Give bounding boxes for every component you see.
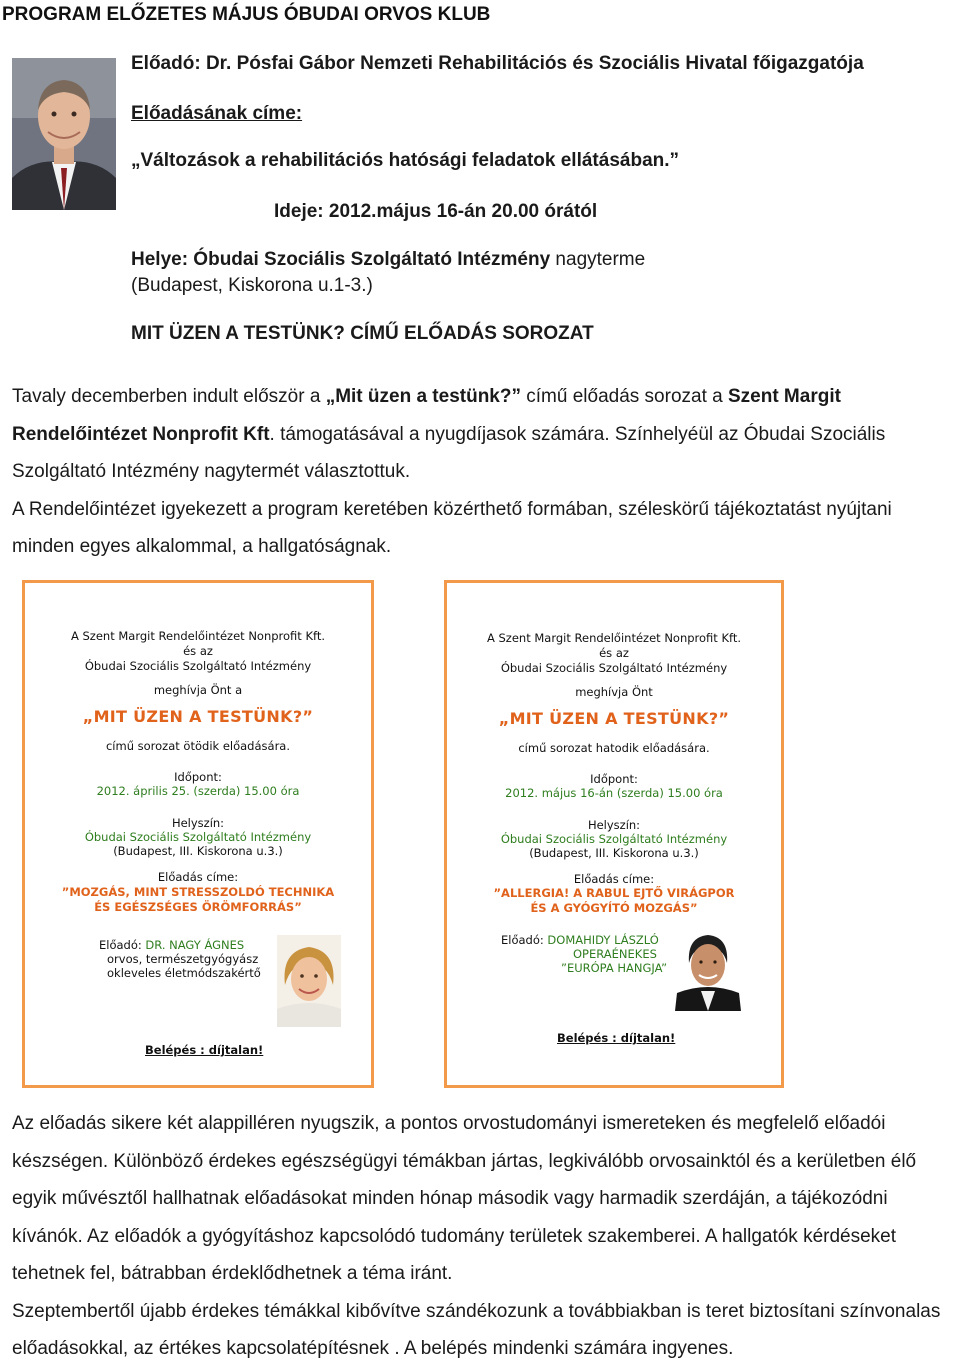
- place-label: Helye: Óbudai Szociális Szolgáltató Intézmény: [131, 249, 551, 270]
- poster-venue-label: Helyszín:: [587, 818, 641, 832]
- poster-speaker-prefix: Előadó:: [99, 938, 146, 952]
- poster-venue: Óbudai Szociális Szolgáltató Intézmény: [500, 832, 728, 846]
- closing-paragraph-1: Az előadás sikere két alappilléren nyugszik, a pontos orvostudományi ismereteken és megfelelő előadói készségen. Különböző érdekes egészségügyi témákban jártas, legkiválóbb orvosainktól és a kerületben élő egyik művésztől hallhatnak előadásokat minden hónap második vagy harmadik szerdáján, a tájékozódni kívánók. Az előadók a gyógyításhoz kapcsolódó tudomány területek szakemberei. A hallgatók kérdéseket tehetnek fel, bátrabban érdeklődhetnek a téma iránt.: [12, 1113, 917, 1284]
- poster-topic-label: Előadás címe:: [157, 870, 239, 884]
- poster-speaker-role: OPERAÉNEKES: [573, 947, 657, 961]
- poster-entry: Belépés : díjtalan!: [557, 1031, 676, 1045]
- poster-invite: meghívja Önt: [575, 685, 653, 699]
- intro-run-2: „Mit üzen a testünk?”: [325, 386, 521, 407]
- speaker-portrait: [12, 58, 116, 210]
- poster-entry: Belépés : díjtalan!: [145, 1043, 264, 1057]
- speaker-line: [131, 53, 864, 75]
- poster-venue-address: (Budapest, III. Kiskorona u.3.): [113, 844, 283, 858]
- speaker-name: Dr. Pósfai Gábor Nemzeti Rehabilitációs és Szociális Hivatal főigazgatója: [205, 53, 864, 74]
- intro-run-1: Tavaly decemberben indult először a: [12, 386, 326, 407]
- poster-speaker-name: DR. NAGY ÁGNES: [145, 938, 245, 952]
- intro-text: [12, 378, 952, 566]
- series-heading: [131, 323, 594, 345]
- poster-org2: Óbudai Szociális Szolgáltató Intézmény: [500, 661, 728, 675]
- poster-org1: A Szent Margit Rendelőintézet Nonprofit Kft.: [486, 631, 742, 645]
- series-heading-b: CÍMŰ ELŐADÁS SOROZAT: [344, 323, 594, 344]
- poster-speaker-photo: [675, 929, 741, 1011]
- poster-topic-label: Előadás címe:: [573, 872, 655, 886]
- page-title: PROGRAM ELŐZETES MÁJUS ÓBUDAI ORVOS KLUB: [2, 4, 491, 25]
- lecture-address: (Budapest, Kiskorona u.1-3.): [131, 275, 373, 296]
- lecture-title: „Változások a rehabilitációs hatósági feladatok ellátásában.”: [131, 150, 680, 171]
- speaker-prefix: Előadó:: [131, 53, 206, 74]
- lecture-title-label: Előadásának címe:: [131, 103, 303, 124]
- poster-venue: Óbudai Szociális Szolgáltató Intézmény: [84, 830, 312, 844]
- poster-time-label: Időpont:: [174, 770, 222, 784]
- intro-paragraph-2: A Rendelőintézet igyekezett a program keretében közérthető formában, széleskörű tájékoztatást nyújtani minden egyes alkalommal, a hallgatóságnak.: [12, 498, 892, 557]
- poster-speaker-role2: okleveles életmódszakértő: [107, 966, 261, 980]
- intro-run-4: Szent Margit Rendelőintézet Nonprofit Kft: [12, 386, 841, 445]
- poster-speaker-prefix: Előadó:: [501, 933, 548, 947]
- poster-episode: című sorozat hatodik előadására.: [518, 741, 710, 755]
- series-heading-a: MIT ÜZEN A TESTÜNK?: [131, 323, 345, 344]
- poster-topic-line2: ÉS EGÉSZSÉGES ÖRÖMFORRÁS”: [94, 900, 302, 914]
- poster-time: 2012. április 25. (szerda) 15.00 óra: [96, 784, 300, 798]
- closing-paragraph-2: Szeptembertől újabb érdekes témákkal kibővítve szándékozunk a továbbiakban is teret biztosítani színvonalas előadásokkal, az értékes kapcsolatépítésnek . A belépés mindenki számára ingyenes.: [12, 1300, 941, 1359]
- poster-org2: Óbudai Szociális Szolgáltató Intézmény: [84, 659, 312, 673]
- closing-text: [12, 1105, 952, 1368]
- poster-april: [22, 580, 374, 1088]
- poster-speaker-name: DOMAHIDY LÁSZLÓ: [547, 933, 659, 947]
- poster-speaker-role: orvos, természetgyógyász: [107, 952, 259, 966]
- poster-venue-address: (Budapest, III. Kiskorona u.3.): [529, 846, 699, 860]
- poster-time: 2012. május 16-án (szerda) 15.00 óra: [505, 786, 723, 800]
- poster-venue-label: Helyszín:: [171, 816, 225, 830]
- poster-time-label: Időpont:: [590, 772, 638, 786]
- poster-topic-line2: ÉS A GYÓGYÍTÓ MOZGÁS”: [530, 901, 698, 915]
- poster-series: „MIT ÜZEN A TESTÜNK?”: [498, 709, 730, 728]
- lecture-time: Ideje: 2012.május 16-án 20.00 órától: [274, 201, 598, 222]
- poster-episode: című sorozat ötödik előadására.: [105, 739, 290, 753]
- poster-org1: A Szent Margit Rendelőintézet Nonprofit Kft.: [70, 629, 326, 643]
- poster-speaker-photo: [277, 935, 341, 1027]
- poster-and: és az: [183, 644, 213, 658]
- poster-may: [444, 580, 784, 1088]
- poster-series: „MIT ÜZEN A TESTÜNK?”: [82, 707, 314, 726]
- intro-run-5: . támogatásával a nyugdíjasok számára. Színhelyéül az Óbudai Szociális Szolgáltató Intézmény nagytermét választottuk.: [12, 423, 886, 482]
- poster-topic-line1: ”MOZGÁS, MINT STRESSZOLDÓ TECHNIKA: [61, 885, 335, 899]
- intro-run-3: című előadás sorozat a: [520, 386, 728, 407]
- place-rest: nagyterme: [550, 249, 646, 270]
- poster-speaker: [501, 933, 667, 975]
- poster-topic-line1: ”ALLERGIA! A RABUL EJTŐ VIRÁGPOR: [493, 886, 735, 900]
- poster-and: és az: [599, 646, 629, 660]
- poster-invite: meghívja Önt a: [153, 683, 243, 697]
- intro-paragraph-1: [12, 378, 952, 491]
- poster-speaker: [99, 938, 261, 980]
- poster-speaker-role2: ”EURÓPA HANGJA”: [561, 961, 668, 975]
- lecture-place: [131, 249, 645, 271]
